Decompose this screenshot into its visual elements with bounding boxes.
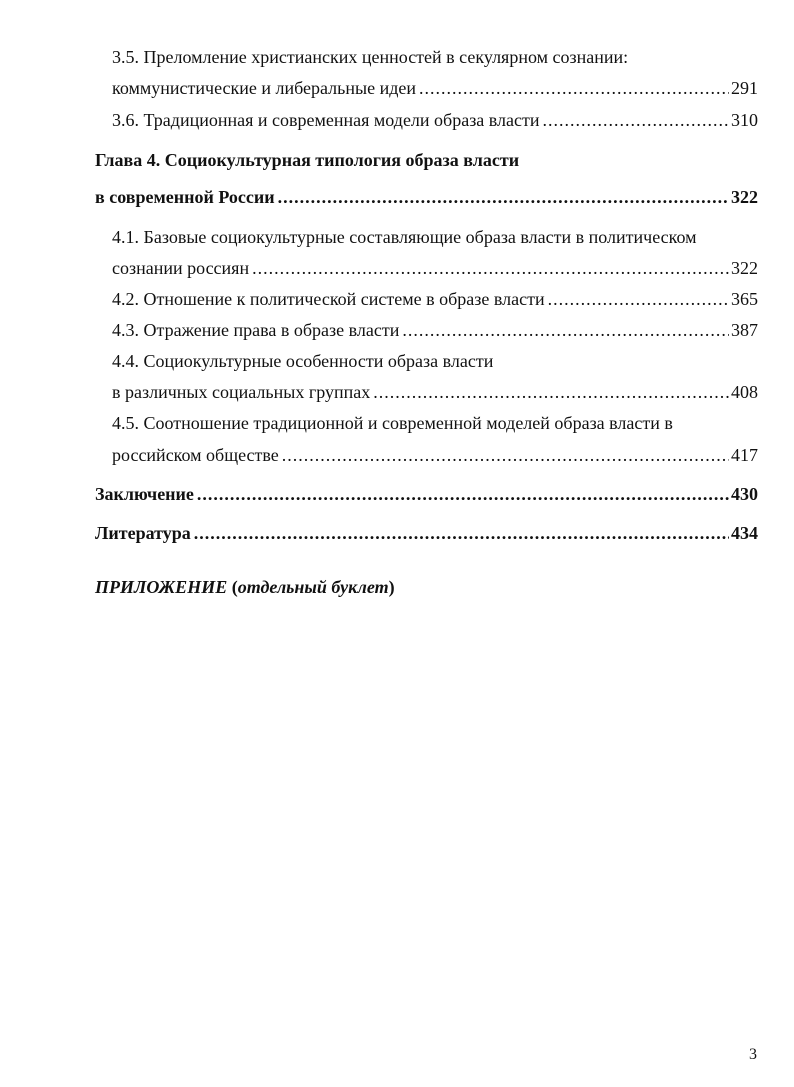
- dot-leader: [543, 110, 729, 131]
- toc-page-number: 417: [731, 445, 758, 465]
- dot-leader: [548, 289, 729, 310]
- page-number: 3: [749, 1046, 757, 1063]
- toc-page-number: 291: [731, 78, 758, 98]
- toc-entry-4-4[interactable]: [112, 382, 758, 403]
- toc-entry-title: в различных социальных группах: [112, 382, 371, 402]
- toc-entry-4-5-line1: 4.5. Соотношение традиционной и современной моделей образа власти в: [112, 413, 673, 433]
- toc-entry-title: Литература: [95, 523, 191, 543]
- toc-page-number: 434: [731, 523, 758, 543]
- toc-entry-4-3[interactable]: [112, 320, 758, 341]
- toc-chapter-4[interactable]: [95, 187, 758, 208]
- appendix-paren-close: ): [388, 577, 395, 597]
- appendix-booklet-note: отдельный буклет: [237, 577, 389, 597]
- toc-entry-4-2[interactable]: [112, 289, 758, 310]
- toc-conclusion[interactable]: [95, 484, 758, 505]
- dot-leader: [278, 187, 729, 208]
- dot-leader: [194, 523, 729, 544]
- toc-page-number: 430: [731, 484, 758, 504]
- toc-entry-4-4-line1: 4.4. Социокультурные особенности образа власти: [112, 351, 494, 371]
- appendix-paren-open: (: [231, 577, 238, 597]
- toc-entry-3-5[interactable]: [112, 78, 758, 99]
- appendix-title: ПРИЛОЖЕНИЕ: [95, 577, 228, 597]
- toc-entry-title: 4.3. Отражение права в образе власти: [112, 320, 400, 340]
- toc-entry-3-6[interactable]: [112, 110, 758, 131]
- dot-leader: [373, 382, 729, 403]
- toc-entry-title: 3.6. Традиционная и современная модели образа власти: [112, 110, 540, 130]
- toc-entry-4-1[interactable]: [112, 258, 758, 279]
- toc-page-number: 365: [731, 289, 758, 309]
- dot-leader: [197, 484, 729, 505]
- toc-page-number: 387: [731, 320, 758, 340]
- toc-entry-4-5[interactable]: [112, 445, 758, 466]
- toc-entry-4-1-line1: 4.1. Базовые социокультурные составляющие образа власти в политическом: [112, 227, 697, 247]
- toc-entry-title: 4.2. Отношение к политической системе в образе власти: [112, 289, 545, 309]
- toc-literature[interactable]: [95, 523, 758, 544]
- dot-leader: [252, 258, 729, 279]
- toc-page-number: 322: [731, 187, 758, 207]
- toc-entry-title: Заключение: [95, 484, 194, 504]
- toc-page-number: 408: [731, 382, 758, 402]
- toc-page-number: 310: [731, 110, 758, 130]
- toc-chapter-4-line1: Глава 4. Социокультурная типология образа власти: [95, 150, 520, 170]
- toc-page-number: 322: [731, 258, 758, 278]
- toc-entry-title: российском обществе: [112, 445, 279, 465]
- toc-entry-title: сознании россиян: [112, 258, 250, 278]
- appendix-note: [95, 577, 395, 598]
- toc-entry-title: коммунистические и либеральные идеи: [112, 78, 416, 98]
- toc-entry-title: в современной России: [95, 187, 275, 207]
- dot-leader: [419, 78, 729, 99]
- dot-leader: [402, 320, 729, 341]
- dot-leader: [282, 445, 729, 466]
- toc-entry-3-5-line1: 3.5. Преломление христианских ценностей в секулярном сознании:: [112, 47, 629, 67]
